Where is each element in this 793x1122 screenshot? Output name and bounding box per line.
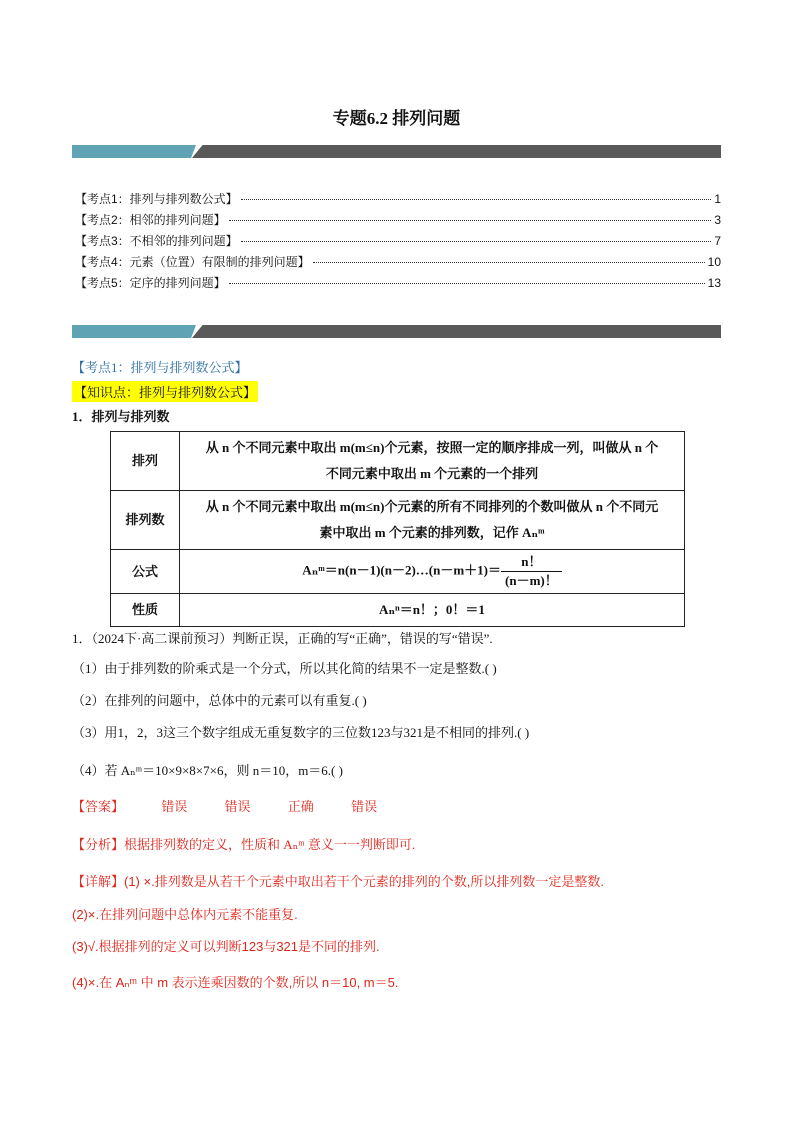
toc-label[interactable]: 【考点1：排列与排列数公式】 xyxy=(75,192,238,206)
row-text: 从 n 个不同元素中取出 m(m≤n)个元素，按照一定的顺序排成一列，叫做从 n 个 xyxy=(205,440,659,455)
toc-label[interactable]: 【考点3：不相邻的排列问题】 xyxy=(75,234,238,248)
toc-page: 7 xyxy=(714,234,721,248)
answer-value: 正确 xyxy=(287,799,314,814)
row-head: 公式 xyxy=(111,550,180,594)
analysis-text: 【分析】根据排列数的定义，性质和 Aₙᵐ 意义一一判断即可. xyxy=(72,837,416,852)
row-head: 排列数 xyxy=(111,491,180,550)
toc-page: 1 xyxy=(714,192,721,206)
table-row xyxy=(111,594,685,627)
toc-entry[interactable] xyxy=(75,211,721,232)
answer-label: 【答案】 xyxy=(72,799,125,814)
toc-page: 3 xyxy=(714,213,721,227)
formula: Aₙᵐ＝n(n－1)(n－2)…(n－m＋1)＝ xyxy=(302,562,502,578)
page-title: 专题6.2 排列问题 xyxy=(332,109,461,128)
row-content xyxy=(180,491,685,550)
question-stem: 1．（2024下·高二课前预习）判断正误，正确的写“正确”，错误的写“错误”. xyxy=(72,631,493,646)
toc-label[interactable]: 【考点4：元素（位置）有限制的排列问题】 xyxy=(75,255,310,269)
table-row xyxy=(111,491,685,550)
toc-entry[interactable] xyxy=(75,190,721,211)
definition-table xyxy=(110,431,685,627)
section-banner xyxy=(72,325,721,338)
row-text: 从 n 个不同元素中取出 m(m≤n)个元素的所有不同排列的个数叫做从 n 个不同元 xyxy=(205,499,659,514)
question-item: （2）在排列的问题中，总体中的元素可以有重复.( ) xyxy=(72,693,367,708)
fraction xyxy=(501,553,562,590)
toc-label[interactable]: 【考点5：定序的排列问题】 xyxy=(75,276,226,290)
section-heading: 【考点1：排列与排列数公式】 xyxy=(72,360,248,375)
table-of-contents xyxy=(75,190,721,295)
row-text: 不同元素中取出 m 个元素的一个排列 xyxy=(325,466,539,481)
row-head: 排列 xyxy=(111,432,180,491)
row-content xyxy=(180,550,685,594)
answer-value: 错误 xyxy=(224,799,251,814)
toc-entry[interactable] xyxy=(75,253,721,274)
detail-line: (3)√.根据排列的定义可以判断123与321是不同的排列. xyxy=(72,939,380,954)
question-item: （4）若 Aₙᵐ＝10×9×8×7×6，则 n＝10，m＝6.( ) xyxy=(72,763,343,778)
row-text: 素中取出 m 个元素的排列数，记作 Aₙᵐ xyxy=(319,525,545,540)
detail-line: 【详解】(1) ×.排列数是从若干个元素中取出若干个元素的排列的个数,所以排列数一定是整数. xyxy=(72,874,604,889)
subsection-title: 1．排列与排列数 xyxy=(72,409,170,424)
toc-page: 10 xyxy=(707,255,721,269)
row-head: 性质 xyxy=(111,594,180,627)
answer-value: 错误 xyxy=(351,799,378,814)
table-row xyxy=(111,432,685,491)
row-content xyxy=(180,432,685,491)
header-banner xyxy=(72,145,721,158)
table-row xyxy=(111,550,685,594)
question-item: （3）用1，2，3这三个数字组成无重复数字的三位数123与321是不相同的排列.( ) xyxy=(72,725,530,740)
toc-label[interactable]: 【考点2：相邻的排列问题】 xyxy=(75,213,226,227)
toc-entry[interactable] xyxy=(75,232,721,253)
answer-value: 错误 xyxy=(161,799,188,814)
toc-page: 13 xyxy=(707,276,721,290)
answer-line xyxy=(72,796,377,815)
row-content: Aₙⁿ＝n！；0！＝1 xyxy=(180,594,685,627)
detail-line: (4)×.在 Aₙᵐ 中 m 表示连乘因数的个数,所以 n＝10, m＝5. xyxy=(72,975,399,990)
question-item: （1）由于排列数的阶乘式是一个分式，所以其化简的结果不一定是整数.( ) xyxy=(72,661,497,676)
fraction-numerator: n！ xyxy=(501,553,562,572)
fraction-denominator: (n－m)！ xyxy=(505,573,558,588)
toc-entry[interactable] xyxy=(75,274,721,295)
knowledge-point-label: 【知识点：排列与排列数公式】 xyxy=(72,381,258,402)
detail-line: (2)×.在排列问题中总体内元素不能重复. xyxy=(72,907,298,922)
